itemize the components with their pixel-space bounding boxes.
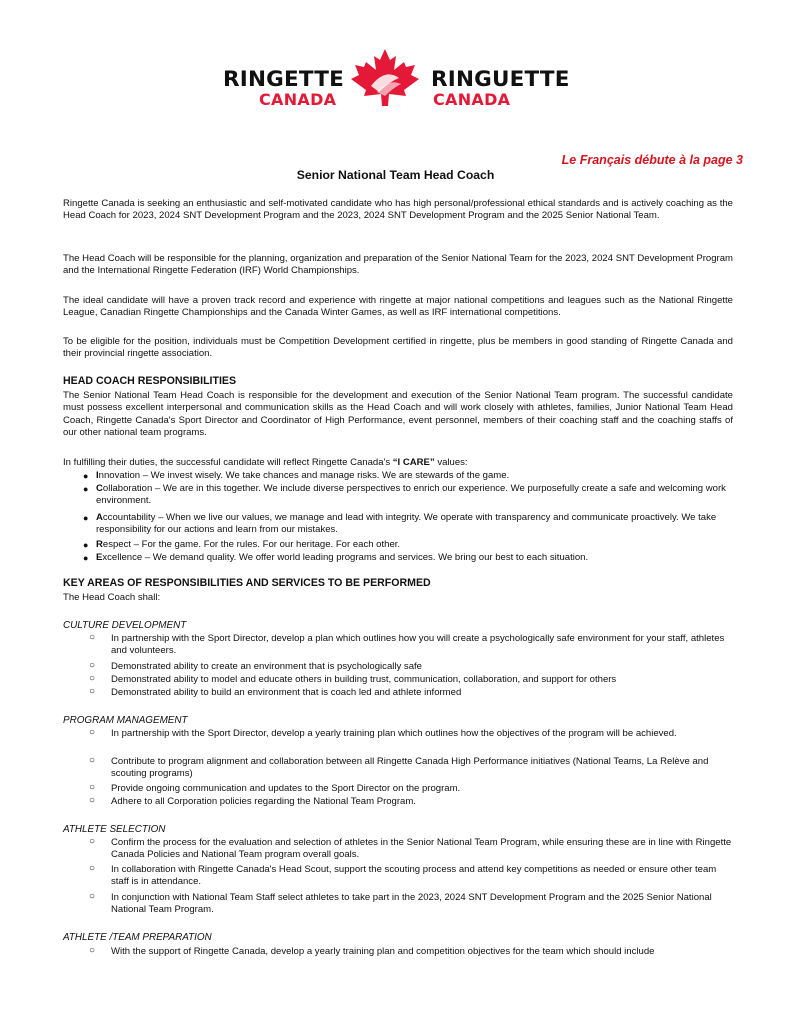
circle-bullet-icon: ○ <box>89 727 96 738</box>
section-heading-responsibilities: HEAD COACH RESPONSIBILITIES <box>63 375 237 387</box>
logo-canada-text-right: CANADA <box>433 90 511 109</box>
value-item: ● Respect – For the game. For the rules. For our heritage. For each other. <box>83 539 401 550</box>
bullet-icon: ● <box>83 471 89 481</box>
page-title: Senior National Team Head Coach <box>296 168 495 182</box>
circle-bullet-icon: ○ <box>89 782 96 793</box>
subsection-title-program: PROGRAM MANAGEMENT <box>63 715 188 726</box>
list-item: ○ Provide ongoing communication and updates to the Sport Director on the program. <box>89 782 461 794</box>
circle-bullet-icon: ○ <box>89 945 96 956</box>
list-item: ○ Adhere to all Corporation policies regarding the National Team Program. <box>89 795 416 807</box>
list-item: ○ Demonstrated ability to build an environment that is coach led and athlete informed <box>89 686 462 698</box>
value-item: ● Collaboration – We are in this together. We include diverse perspectives to enrich our experience. We purposefully create a safe and welcoming work environment. <box>83 483 726 507</box>
subsection-title-team-preparation: ATHLETE /TEAM PREPARATION <box>63 932 212 943</box>
circle-bullet-icon: ○ <box>89 891 96 902</box>
circle-bullet-icon: ○ <box>89 795 96 806</box>
maple-leaf-icon <box>349 48 421 108</box>
list-item: ○ In collaboration with Ringette Canada's Head Scout, support the scouting process and attend key competitions as needed or ensure other team staff is in attendance. <box>89 863 717 888</box>
list-item: ○ With the support of Ringette Canada, develop a yearly training plan and competition objectives for the team which should include <box>89 945 655 957</box>
intro-paragraph: The ideal candidate will have a proven track record and experience with ringette at major national competitions and leagues such as the National Ringette League, Canadian Ringette Championships and the Canada Winter Games, as well as IRF international competitions. <box>63 295 733 319</box>
bullet-icon: ● <box>83 513 89 523</box>
list-item: ○ In partnership with the Sport Director, develop a yearly training plan which outlines how the objectives of the program will be achieved. <box>89 727 677 739</box>
circle-bullet-icon: ○ <box>89 863 96 874</box>
section-heading-key-areas: KEY AREAS OF RESPONSIBILITIES AND SERVICES TO BE PERFORMED <box>63 577 431 589</box>
french-version-note: Le Français débute à la page 3 <box>561 153 743 167</box>
list-item: ○ In partnership with the Sport Director, develop a plan which outlines how you will create a psychologically safe environment for your staff, athletes and volunteers. <box>89 632 725 657</box>
circle-bullet-icon: ○ <box>89 686 96 697</box>
list-item: ○ Demonstrated ability to create an environment that is psychologically safe <box>89 660 422 672</box>
value-item: ● Accountability – When we live our values, we manage and lead with integrity. We operate with transparency and communicate proactively. We take responsibility for our actions and learn from our mistakes. <box>83 512 717 536</box>
subsection-title-athlete-selection: ATHLETE SELECTION <box>63 824 166 835</box>
subsection-title-culture: CULTURE DEVELOPMENT <box>63 620 187 631</box>
intro-paragraph: To be eligible for the position, individuals must be Competition Development certified in ringette, plus be members in good standing of Ringette Canada and their provincial ringette association. <box>63 336 733 360</box>
value-item: ● Innovation – We invest wisely. We take chances and manage risks. We are stewards of the game. <box>83 470 510 481</box>
circle-bullet-icon: ○ <box>89 660 96 671</box>
ringette-canada-logo <box>223 48 573 110</box>
key-areas-lead: The Head Coach shall: <box>63 592 161 603</box>
circle-bullet-icon: ○ <box>89 755 96 766</box>
list-item: ○ Demonstrated ability to model and educate others in building trust, communication, collaboration, and support for others <box>89 673 617 685</box>
circle-bullet-icon: ○ <box>89 673 96 684</box>
value-item: ● Excellence – We demand quality. We offer world leading programs and services. We bring our best to each situation. <box>83 552 589 563</box>
responsibilities-paragraph: The Senior National Team Head Coach is responsible for the development and execution of the Senior National Team program. The successful candidate must possess excellent interpersonal and communication skills as the Head Coach and will work closely with athletes, families, Junior National Team Head Coach, Ringette Canada's Sport Director and Coordinator of High Performance, event personnel, members of their coaching staff and the coaching staffs of our other national team programs. <box>63 390 733 439</box>
intro-paragraph: Ringette Canada is seeking an enthusiastic and self-motivated candidate who has high personal/professional ethical standards and is actively coaching as the Head Coach for 2023, 2024 SNT Development Program and the 2023, 2024 SNT Development Program and the 2025 Senior National Team. <box>63 198 733 222</box>
values-intro: In fulfilling their duties, the successful candidate will reflect Ringette Canada's “I CARE” values: <box>63 457 468 468</box>
circle-bullet-icon: ○ <box>89 836 96 847</box>
list-item: ○ Confirm the process for the evaluation and selection of athletes in the Senior National Team Program, while ensuring these are in line with Ringette Canada Policies and National Team program overall goals. <box>89 836 732 861</box>
list-item: ○ In conjunction with National Team Staff select athletes to take part in the 2023, 2024 SNT Development Program and the 2025 Senior National National Team Program. <box>89 891 712 916</box>
bullet-icon: ● <box>83 553 89 563</box>
logo-canada-text-left: CANADA <box>259 90 337 109</box>
bullet-icon: ● <box>83 484 89 494</box>
circle-bullet-icon: ○ <box>89 632 96 643</box>
intro-paragraph: The Head Coach will be responsible for the planning, organization and preparation of the Senior National Team for the 2023, 2024 SNT Development Program and the International Ringette Federation (IRF) World Championships. <box>63 253 733 277</box>
logo-ringette-text: RINGETTE <box>223 67 344 92</box>
bullet-icon: ● <box>83 540 89 550</box>
list-item: ○ Contribute to program alignment and collaboration between all Ringette Canada High Performance initiatives (National Teams, La Relève and scouting programs) <box>89 755 709 780</box>
logo-ringuette-text: RINGUETTE <box>431 67 570 92</box>
